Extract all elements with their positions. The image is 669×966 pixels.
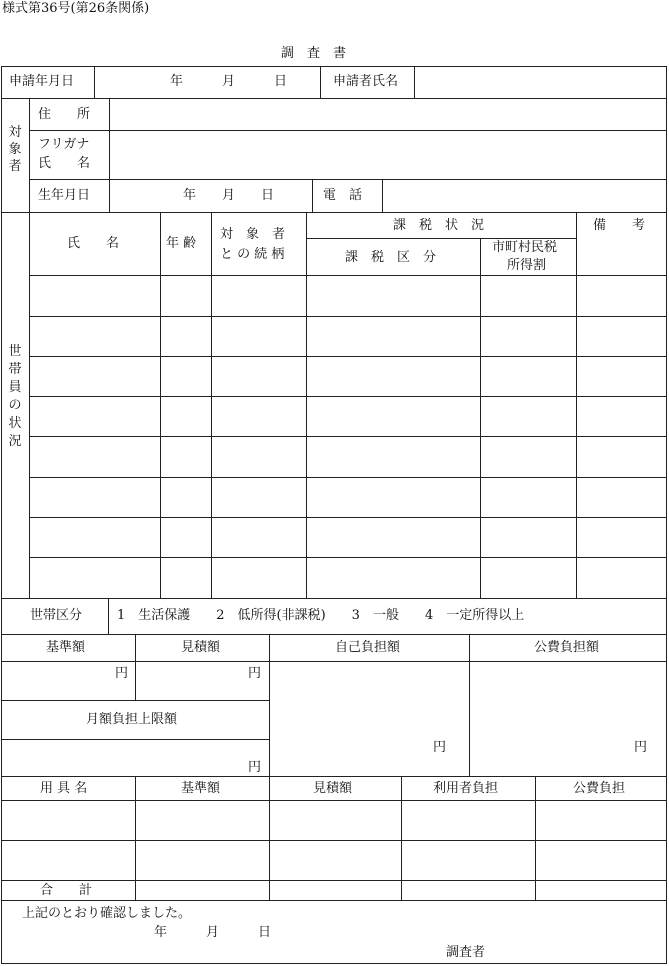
col-line [108,598,109,634]
birth-date-field[interactable]: 年 月 日 [183,188,275,203]
col-line [269,776,270,900]
tax-category-header: 課 税 区 分 [345,250,437,265]
row-line [1,634,667,635]
phone-label: 電 話 [323,188,363,203]
col-line [382,179,383,212]
investigator-label: 調査者 [446,945,486,960]
row-line [29,275,667,276]
subject-name-field[interactable] [114,134,662,176]
base-amount-header: 基準額 [46,640,86,655]
row-line [29,517,667,518]
household-relation-header: 対 象 者 [220,227,286,242]
col-line [109,98,110,212]
household-category-options[interactable]: 1 生活保護 2 低所得(非課税) 3 一般 4 一定所得以上 [117,608,525,623]
col-line [469,634,470,776]
row-line [1,800,667,801]
applicant-name-label: 申請者氏名 [333,74,399,89]
page-title: 調 査 書 [281,46,347,61]
row-line [1,212,667,213]
self-burden-header: 自己負担額 [335,640,401,655]
row-line [1,776,667,777]
yen-unit: 円 [248,666,262,681]
row-line [1,880,667,881]
col-line [94,66,95,98]
user-burden-header: 利用者負担 [433,781,499,796]
equipment-estimate-header: 見積額 [313,781,353,796]
col-line [414,66,415,98]
applicant-name-field[interactable] [420,70,660,94]
col-line [480,238,481,598]
col-line [135,634,136,700]
row-line [1,739,269,740]
row-line [29,130,667,131]
col-line [211,212,212,598]
yen-unit: 円 [115,666,129,681]
application-date-label: 申請年月日 [9,74,75,89]
yen-unit: 円 [634,740,648,755]
row-line [1,98,667,99]
row-line [29,179,667,180]
equipment-name-header: 用 具 名 [40,781,88,796]
row-line [1,700,269,701]
phone-field[interactable] [388,183,662,207]
col-line [535,776,536,900]
col-line [401,776,402,900]
remarks-header: 備 考 [593,218,646,233]
row-line [1,900,667,901]
address-field[interactable] [114,102,662,126]
furigana-label: フリガナ [38,137,90,152]
row-line [29,436,667,437]
public-burden-header: 公費負担額 [534,640,600,655]
public-burden-col-header: 公費負担 [573,781,626,796]
row-line [29,356,667,357]
birth-date-label: 生年月日 [38,188,91,203]
col-line [576,212,577,598]
row-line [1,840,667,841]
row-line [1,661,667,662]
col-line [160,212,161,598]
household-relation-header-2: と の 続 柄 [220,247,285,262]
col-line [320,66,321,98]
yen-unit: 円 [248,760,262,775]
monthly-limit-label: 月額負担上限額 [86,712,178,727]
row-line [29,557,667,558]
application-date-field[interactable]: 年 月 日 [170,74,288,89]
household-age-header: 年 齢 [166,236,197,251]
yen-unit: 円 [433,740,447,755]
subject-label: 対 象 者 [8,125,22,174]
confirmation-text: 上記のとおり確認しました。 [22,906,192,921]
row-line [306,238,576,239]
row-line [29,396,667,397]
col-line [306,212,307,598]
municipal-tax-header: 市町村民税 [492,240,558,255]
row-line [1,598,667,599]
confirmation-date-field[interactable]: 年 月 日 [154,925,272,940]
estimate-header: 見積額 [181,640,221,655]
subject-name-label: 氏 名 [38,156,91,171]
col-line [269,634,270,776]
equipment-base-header: 基準額 [181,781,221,796]
col-line [312,179,313,212]
household-category-label: 世帯区分 [30,608,83,623]
household-label: 世 帯 員 の 状 況 [8,344,22,449]
tax-status-header: 課 税 状 況 [393,218,485,233]
address-label: 住 所 [38,107,91,122]
form-number: 様式第36号(第26条関係) [2,1,150,16]
row-line [29,316,667,317]
household-name-header: 氏 名 [67,236,120,251]
col-line [29,98,30,598]
row-line [29,477,667,478]
municipal-tax-header-2: 所得割 [507,258,547,273]
total-label: 合 計 [40,883,93,898]
col-line [135,776,136,900]
